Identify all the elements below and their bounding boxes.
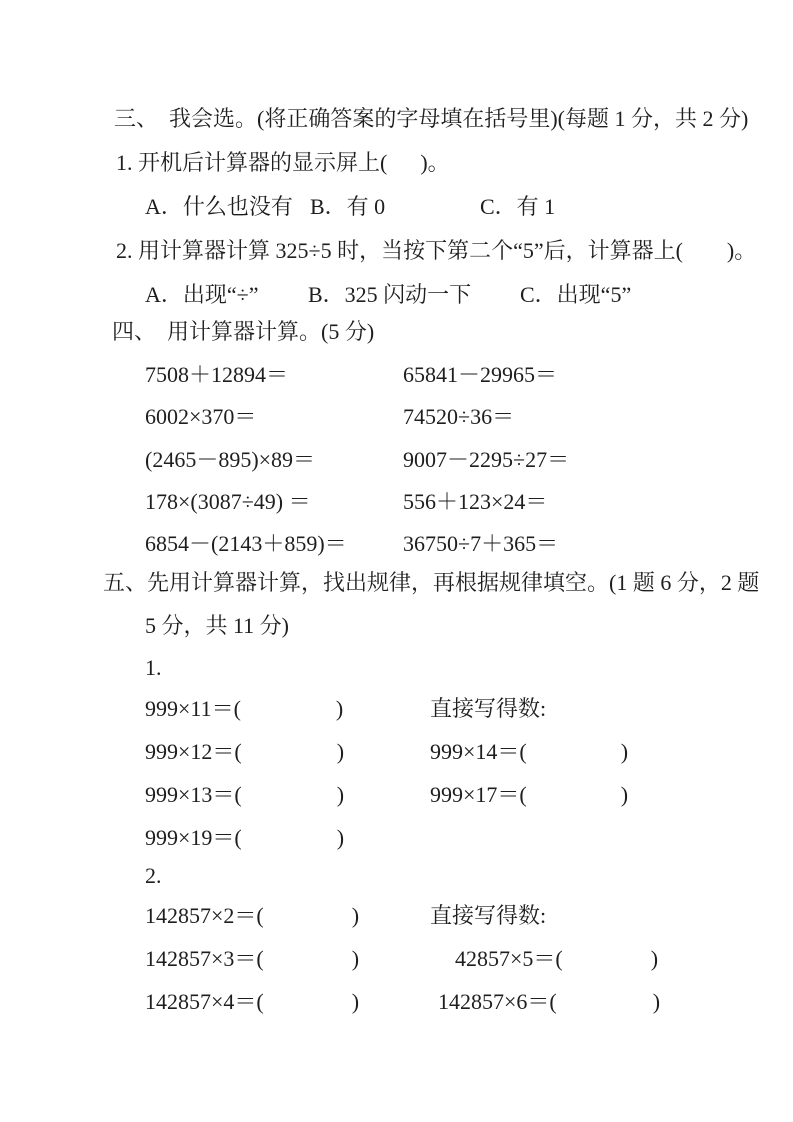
option-a: A．什么也没有 <box>145 194 293 219</box>
option-c: C．有 1 <box>480 194 556 219</box>
answer-blank <box>264 1007 352 1009</box>
expression-with-blank <box>145 737 344 767</box>
open-paren: ( <box>519 782 527 807</box>
open-paren: ( <box>555 946 563 971</box>
equation: 6854－(2143＋859)＝ <box>145 531 347 556</box>
equation-row <box>0 360 793 390</box>
fill-row <box>0 823 793 853</box>
expression: 142857×6＝ <box>438 989 550 1014</box>
equation: (2465－895)×89＝ <box>145 447 316 472</box>
expression: 999×11＝ <box>145 696 234 721</box>
expression-with-blank <box>430 780 628 810</box>
expression: 142857×2＝ <box>145 903 257 928</box>
answer-blank <box>557 1007 653 1009</box>
expression-with-blank <box>145 823 344 853</box>
expression-with-blank <box>145 944 359 974</box>
expression-with-blank <box>145 694 343 724</box>
answer-blank <box>241 714 336 716</box>
fill-row <box>0 737 793 767</box>
equation: 6002×370＝ <box>145 404 257 429</box>
answer-blank <box>242 843 337 845</box>
close-paren: ) <box>336 782 345 807</box>
open-paren: ( <box>234 739 242 764</box>
section4-heading: 四、 用计算器计算。(5 分) <box>112 319 375 344</box>
open-paren: ( <box>519 739 527 764</box>
answer-blank <box>527 800 621 802</box>
expression: 142857×3＝ <box>145 946 257 971</box>
open-paren: ( <box>233 696 241 721</box>
expression: 142857×4＝ <box>145 989 257 1014</box>
part2-label: 2. <box>145 863 162 888</box>
close-paren: ) <box>351 903 360 928</box>
equation: 178×(3087÷49) ＝ <box>145 489 311 514</box>
open-paren: ( <box>256 946 264 971</box>
equation: 556＋123×24＝ <box>403 489 548 514</box>
open-paren: ( <box>234 782 242 807</box>
answer-blank <box>527 757 621 759</box>
close-paren: ) <box>336 825 345 850</box>
option-b: B．325 闪动一下 <box>308 282 472 307</box>
fill-row <box>0 780 793 810</box>
close-paren: ) <box>336 739 345 764</box>
answer-blank <box>264 964 352 966</box>
open-paren: ( <box>256 989 264 1014</box>
equation: 36750÷7＋365＝ <box>403 531 559 556</box>
expression-with-blank <box>145 901 359 931</box>
expression: 42857×5＝ <box>455 946 556 971</box>
expression: 999×17＝ <box>430 782 520 807</box>
fill-row <box>0 694 793 724</box>
close-paren: ) <box>335 696 344 721</box>
open-paren: ( <box>549 989 557 1014</box>
answer-blank <box>264 921 352 923</box>
expression-with-blank <box>145 780 344 810</box>
expression-with-blank <box>438 987 660 1017</box>
section5-heading-line1: 五、先用计算器计算，找出规律，再根据规律填空。(1 题 6 分，2 题 <box>103 570 760 595</box>
close-paren: ) <box>652 989 661 1014</box>
section5-heading-line2: 5 分，共 11 分) <box>145 613 290 638</box>
fill-row <box>0 987 793 1017</box>
fill-row <box>0 901 793 931</box>
column-header: 直接写得数: <box>430 696 547 721</box>
close-paren: ) <box>620 739 629 764</box>
column-header: 直接写得数: <box>430 903 547 928</box>
equation: 74520÷36＝ <box>403 404 515 429</box>
open-paren: ( <box>256 903 264 928</box>
answer-blank <box>563 964 651 966</box>
close-paren: ) <box>351 989 360 1014</box>
fill-row <box>0 944 793 974</box>
section3-heading: 三、 我会选。(将正确答案的字母填在括号里)(每题 1 分，共 2 分) <box>114 106 749 131</box>
expression-with-blank <box>145 987 359 1017</box>
expression-with-blank <box>430 737 628 767</box>
part1-label: 1. <box>145 655 162 680</box>
answer-blank <box>242 757 337 759</box>
close-paren: ) <box>620 782 629 807</box>
question-1: 1. 开机后计算器的显示屏上( )。 <box>116 150 450 175</box>
equation: 9007－2295÷27＝ <box>403 447 570 472</box>
equation-row <box>0 529 793 559</box>
question-2-options <box>0 280 793 310</box>
equation-row <box>0 487 793 517</box>
answer-blank <box>242 800 337 802</box>
open-paren: ( <box>234 825 242 850</box>
option-b: B．有 0 <box>310 194 386 219</box>
expression: 999×14＝ <box>430 739 520 764</box>
expression: 999×13＝ <box>145 782 235 807</box>
equation-row <box>0 402 793 432</box>
question-2: 2. 用计算器计算 325÷5 时，当按下第二个“5”后，计算器上( )。 <box>116 238 757 263</box>
equation: 7508＋12894＝ <box>145 362 289 387</box>
close-paren: ) <box>351 946 360 971</box>
expression: 999×19＝ <box>145 825 235 850</box>
equation-row <box>0 445 793 475</box>
option-c: C．出现“5” <box>520 282 632 307</box>
expression-with-blank <box>455 944 658 974</box>
close-paren: ) <box>650 946 659 971</box>
equation: 65841－29965＝ <box>403 362 558 387</box>
expression: 999×12＝ <box>145 739 235 764</box>
option-a: A．出现“÷” <box>145 282 259 307</box>
question-1-options <box>0 192 793 222</box>
